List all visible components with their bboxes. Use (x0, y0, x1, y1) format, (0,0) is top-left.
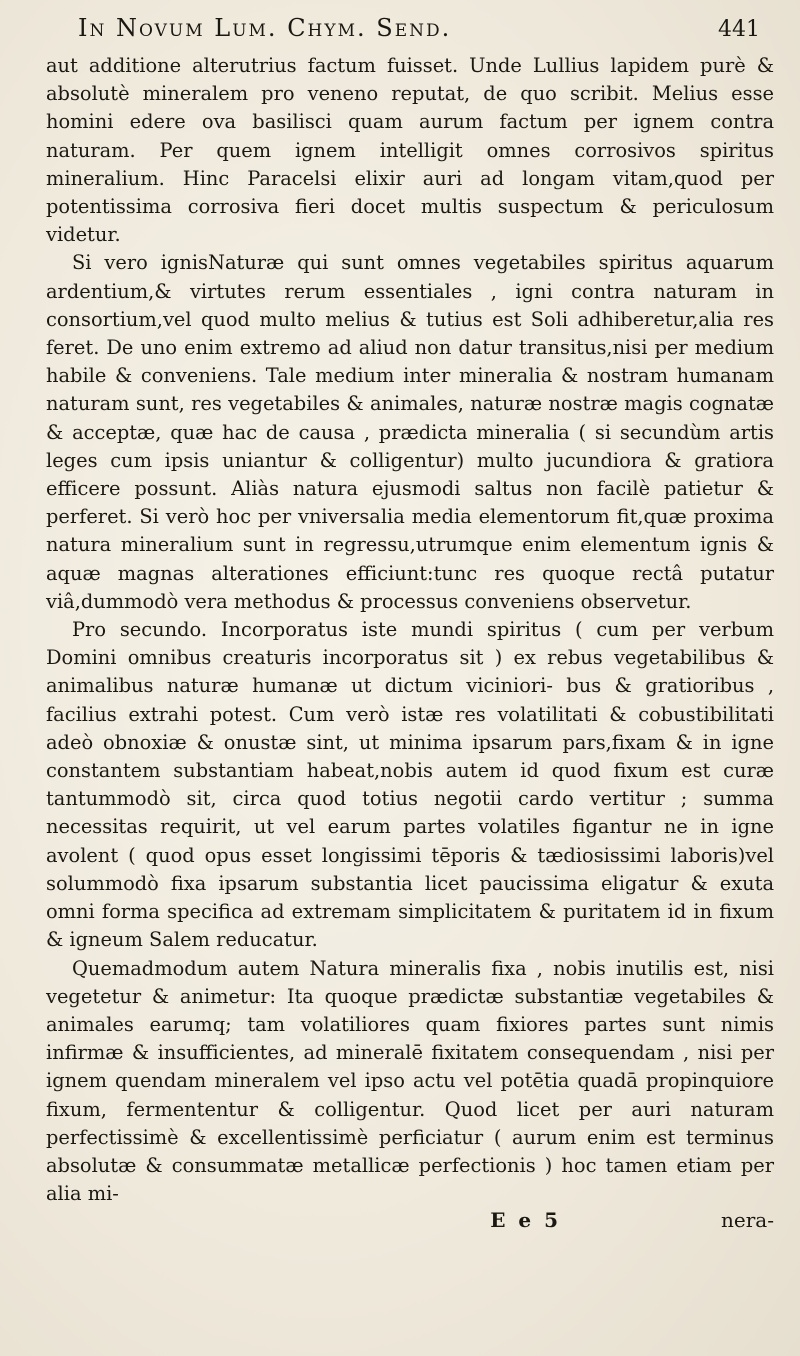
catchword: nera- (721, 1208, 774, 1233)
paragraph-1: aut additione alterutrius factum fuisset. Unde Lullius lapidem purè & absolutè mineralem pro veneno reputat, de quo scribit. Melius esse homini edere ova basilisci quam aurum factum per ignem contra naturam. Per quem ignem intelligit omnes corrosivos spiritus mineralium. Hinc Paracelsi elixir auri ad longam vitam,quod per potentissima corrosiva fieri docet multis suspectum & periculosum videtur. (46, 54, 774, 247)
running-title: In Novum Lum. Chym. Send. (78, 14, 452, 42)
page-footer (46, 1208, 774, 1232)
paragraph-4: Quemadmodum autem Natura mineralis fixa , nobis inutilis est, nisi vegetetur & animetur: Ita quoque prædictæ substantiæ vegetabiles & animales earumq; tam volatiliores quam fixiores partes sunt nimis infirmæ & insufficientes, ad mineralē fixitatem consequendam , nisi per ignem quendam mineralem vel ipso actu vel potētia quadā propinquiore fixum, fermententur & colligentur. Quod licet per auri naturam perfectissimè & excellentissimè perficiatur ( aurum enim est terminus absolutæ & consummatæ metallicæ perfectionis ) hoc tamen etiam per alia mi- (46, 956, 774, 1206)
body-text (46, 52, 774, 1208)
signature-mark: E e 5 (490, 1208, 562, 1233)
page-number: 441 (718, 17, 760, 42)
running-head (78, 14, 760, 50)
paragraph-2: Si vero ignisNaturæ qui sunt omnes vegetabiles spiritus aquarum ardentium,& virtutes rerum essentiales , igni contra naturam in consortium,vel quod multo melius & tutius est Soli adhiberetur,alia res feret. De uno enim extremo ad aliud non datur transitus,nisi per medium habile & conveniens. Tale medium inter mineralia & nostram humanam naturam sunt, res vegetabiles & animales, naturæ nostræ magis cognatæ & acceptæ, quæ hac de causa , prædicta mineralia ( si secundùm artis leges cum ipsis uniantur & colligentur) multo jucundiora & gratiora efficere possunt. Aliàs natura ejusmodi saltus non facilè patietur & perferet. Si verò hoc per vniversalia media elementorum fit,quæ proxima natura mineralium sunt in regressu,utrumque enim elementum ignis & aquæ magnas alterationes efficiunt:tunc res quoque rectâ putatur viâ,dummodò vera methodus & processus conveniens observetur. (46, 251, 774, 613)
paragraph-3: Pro secundo. Incorporatus iste mundi spiritus ( cum per verbum Domini omnibus creaturis incorporatus sit ) ex rebus vegetabilibus & animalibus naturæ humanæ ut dictum viciniori- bus & gratioribus , facilius extrahi potest. Cum verò istæ res volatilitati & cobustibilitati adeò obnoxiæ & onustæ sint, ut minima ipsarum pars,fixam & in igne constantem substantiam habeat,nobis autem id quod fixum est curæ tantummodò sit, circa quod totius negotii cardo vertitur ; summa necessitas requirit, ut vel earum partes volatiles figantur ne in igne avolent ( quod opus esset longissimi tēporis & tædiosissimi laboris)vel solummodò fixa ipsarum substantia licet paucissima eligatur & exuta omni forma specifica ad extremam simplicitatem & puritatem id in fixum & igneum Salem reducatur. (46, 618, 774, 952)
